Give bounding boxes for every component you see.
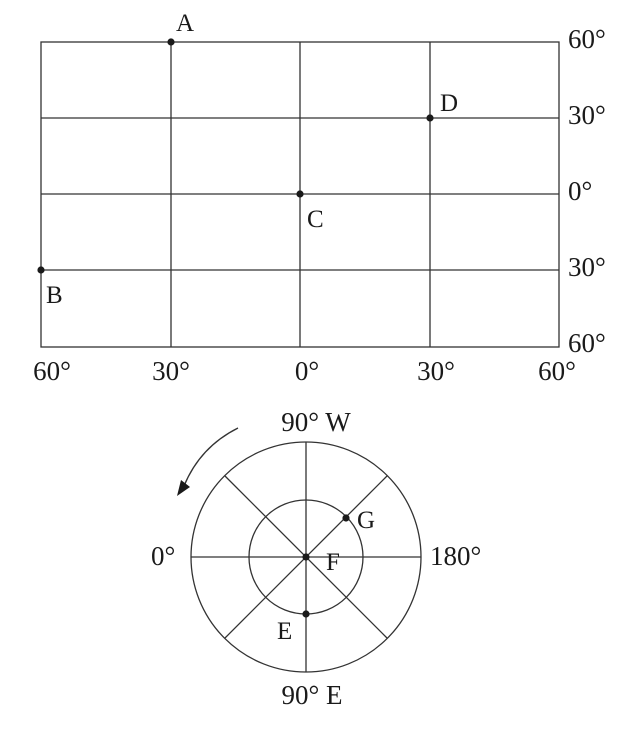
point-e-label: E xyxy=(277,618,293,645)
point-g-label: G xyxy=(357,507,376,534)
point-c-label: C xyxy=(307,206,324,233)
label-180: 180° xyxy=(430,541,482,571)
polar-map xyxy=(151,407,481,710)
label-90e: 90° E xyxy=(281,680,343,710)
label-0: 0° xyxy=(151,541,176,571)
latitude-label: 0° xyxy=(568,176,593,206)
point-e-marker xyxy=(302,610,309,617)
label-90w: 90° W xyxy=(281,407,351,437)
latitude-label: 30° xyxy=(568,100,606,130)
longitude-label: 30° xyxy=(417,356,455,386)
rotation-arrow-head xyxy=(177,480,190,496)
point-d-label: D xyxy=(440,90,459,117)
longitude-label: 60° xyxy=(33,356,71,386)
point-d-marker xyxy=(426,114,433,121)
latitude-label: 60° xyxy=(568,24,606,54)
latitude-label: 60° xyxy=(568,328,606,358)
point-g-marker xyxy=(342,514,349,521)
longitude-label: 0° xyxy=(294,356,320,386)
point-c-marker xyxy=(296,190,303,197)
point-f-marker xyxy=(302,553,309,560)
point-f-label: F xyxy=(326,549,340,576)
point-a-marker xyxy=(167,38,174,45)
point-a-label: A xyxy=(176,10,195,37)
point-b-label: B xyxy=(46,282,63,309)
grid-map xyxy=(33,10,606,386)
longitude-label: 60° xyxy=(538,356,576,386)
longitude-label: 30° xyxy=(152,356,190,386)
rotation-arrow xyxy=(184,428,238,486)
point-b-marker xyxy=(37,266,44,273)
latitude-label: 30° xyxy=(568,252,606,282)
